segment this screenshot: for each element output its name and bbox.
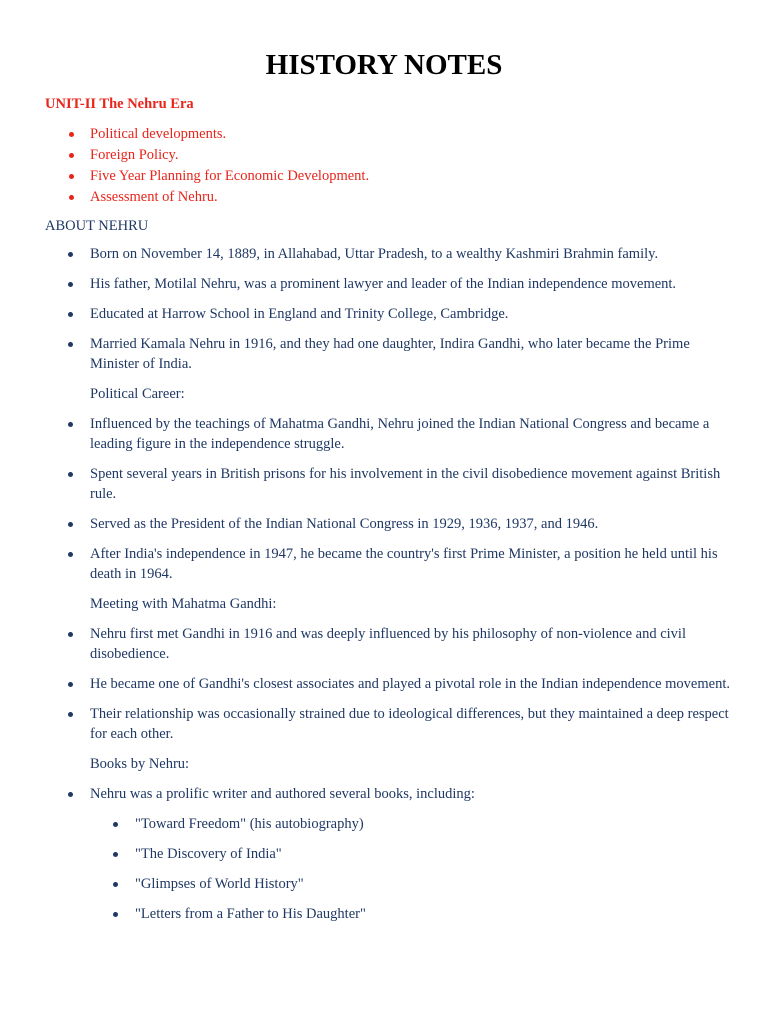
bullet-icon: [68, 632, 73, 637]
unit-topic-text: Five Year Planning for Economic Development.: [90, 168, 370, 184]
list-item: [45, 304, 735, 324]
book-item: [45, 844, 735, 864]
list-item: [45, 704, 735, 744]
unit-heading: UNIT-II The Nehru Era: [45, 96, 194, 112]
bullet-icon: [69, 132, 74, 137]
book-item: [45, 904, 735, 924]
political-career-heading: Political Career:: [90, 386, 185, 402]
list-item-text: After India's independence in 1947, he became the country's first Prime Minister, a position he held until his death in 1964.: [90, 546, 718, 582]
unit-topic-item: [45, 187, 369, 208]
list-item: [45, 674, 735, 694]
book-title: "Glimpses of World History": [135, 876, 304, 892]
body-content: [45, 244, 735, 934]
list-item-text: Married Kamala Nehru in 1916, and they had one daughter, Indira Gandhi, who later became the Prime Minister of India.: [90, 336, 690, 372]
unit-topic-item: [45, 145, 369, 166]
list-item-text: Educated at Harrow School in England and Trinity College, Cambridge.: [90, 306, 509, 322]
bullet-icon: [68, 422, 73, 427]
list-item-text: He became one of Gandhi's closest associates and played a pivotal role in the Indian independence movement.: [90, 676, 730, 692]
list-item: [45, 624, 735, 664]
bullet-icon: [68, 552, 73, 557]
bullet-icon: [113, 852, 118, 857]
bullet-icon: [68, 342, 73, 347]
list-item: [45, 334, 735, 374]
page-title: HISTORY NOTES: [265, 49, 503, 81]
list-item-text: Their relationship was occasionally strained due to ideological differences, but they maintained a deep respect for each other.: [90, 706, 729, 742]
book-title: "Toward Freedom" (his autobiography): [135, 816, 364, 832]
bullet-icon: [68, 282, 73, 287]
list-item: [45, 784, 735, 804]
list-item-text: Nehru was a prolific writer and authored several books, including:: [90, 786, 475, 802]
list-item: [45, 514, 735, 534]
list-item-text: Influenced by the teachings of Mahatma Gandhi, Nehru joined the Indian National Congress and became a leading figure in the independence struggle.: [90, 416, 710, 452]
gandhi-heading: Meeting with Mahatma Gandhi:: [90, 596, 277, 612]
book-title: "Letters from a Father to His Daughter": [135, 906, 366, 922]
bullet-icon: [68, 682, 73, 687]
books-heading: Books by Nehru:: [90, 756, 190, 772]
list-item: [45, 244, 735, 264]
bullet-icon: [69, 174, 74, 179]
list-item: [45, 544, 735, 584]
list-item: [45, 274, 735, 294]
list-item-text: Spent several years in British prisons for his involvement in the civil disobedience movement against British rule.: [90, 466, 721, 502]
list-item-text: Served as the President of the Indian National Congress in 1929, 1936, 1937, and 1946.: [90, 516, 599, 532]
book-title: "The Discovery of India": [135, 846, 282, 862]
bullet-icon: [68, 712, 73, 717]
list-item-text: Born on November 14, 1889, in Allahabad, Uttar Pradesh, to a wealthy Kashmiri Brahmin family.: [90, 246, 659, 262]
list-item-text: Nehru first met Gandhi in 1916 and was deeply influenced by his philosophy of non-violence and civil disobedience.: [90, 626, 686, 662]
bullet-icon: [68, 312, 73, 317]
bullet-icon: [68, 792, 73, 797]
bullet-icon: [113, 912, 118, 917]
unit-topic-item: [45, 166, 369, 187]
bullet-icon: [113, 822, 118, 827]
list-item-text: His father, Motilal Nehru, was a prominent lawyer and leader of the Indian independence movement.: [90, 276, 677, 292]
list-item: [45, 464, 735, 504]
bullet-icon: [113, 882, 118, 887]
unit-topic-text: Foreign Policy.: [90, 147, 179, 163]
bullet-icon: [69, 195, 74, 200]
unit-topic-text: Assessment of Nehru.: [90, 189, 218, 205]
unit-topic-list: [45, 124, 369, 208]
list-item: [45, 414, 735, 454]
book-item: [45, 874, 735, 894]
unit-topic-item: [45, 124, 369, 145]
unit-topic-text: Political developments.: [90, 126, 227, 142]
book-item: [45, 814, 735, 834]
bullet-icon: [68, 472, 73, 477]
about-heading: ABOUT NEHRU: [45, 218, 149, 234]
bullet-icon: [68, 522, 73, 527]
bullet-icon: [69, 153, 74, 158]
bullet-icon: [68, 252, 73, 257]
